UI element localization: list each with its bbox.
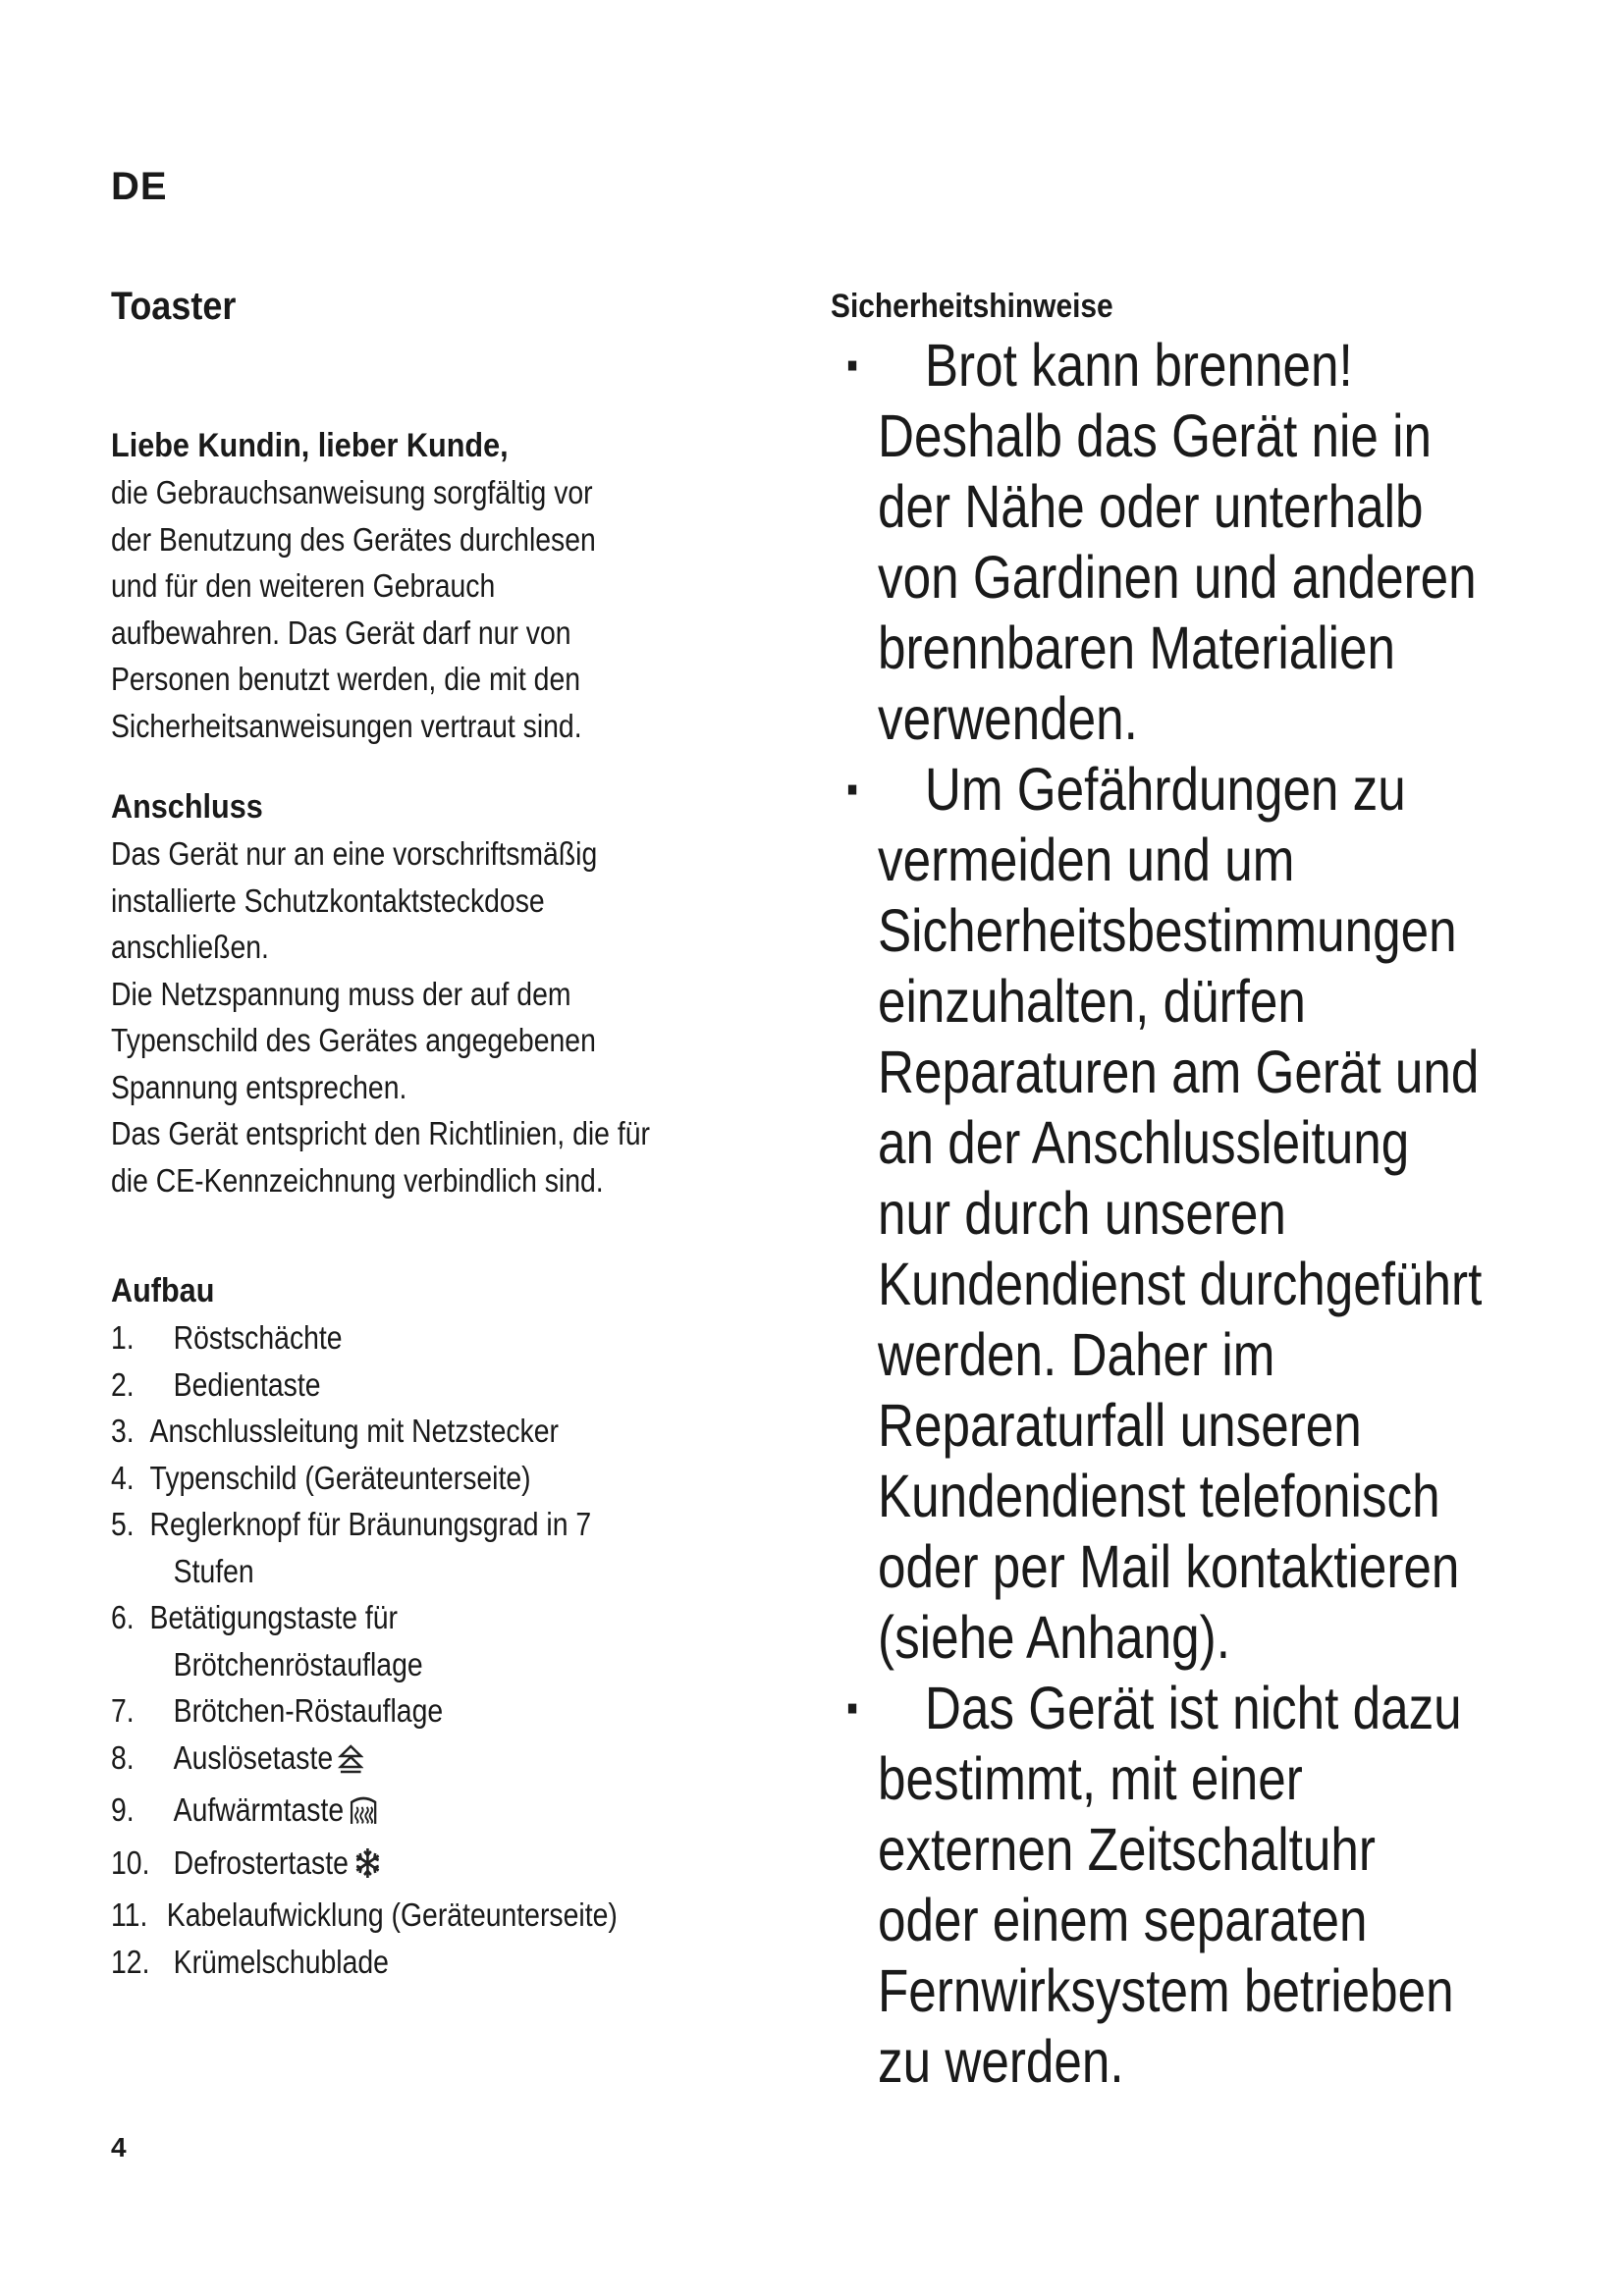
page-number: 4: [111, 2132, 127, 2163]
safety-line: Reparaturfall unseren: [878, 1392, 1362, 1459]
list-item: [111, 1939, 786, 1986]
item-number: 10.: [111, 1843, 150, 1881]
item-text: Anschlussleitung mit Netzstecker: [149, 1413, 559, 1449]
language-code: DE: [111, 165, 168, 208]
safety-heading: Sicherheitshinweise: [831, 288, 1113, 325]
safety-line-text: Das Gerät ist nicht dazu: [924, 1675, 1462, 1741]
safety-line: Fernwirksystem betrieben: [878, 1957, 1454, 2024]
safety-first-line: [846, 1673, 1620, 1743]
anschluss-line: die CE-Kennzeichnung verbindlich sind.: [111, 1161, 604, 1199]
safety-line: vermeiden und um: [878, 827, 1295, 893]
safety-line: werden. Daher im: [878, 1321, 1275, 1388]
safety-line: bestimmt, mit einer: [878, 1745, 1303, 1812]
safety-line: Sicherheitsbestimmungen: [878, 897, 1457, 964]
safety-line: Deshalb das Gerät nie in: [878, 402, 1432, 469]
item-number: 3.: [111, 1413, 135, 1449]
item-text-continued: Brötchenröstauflage: [173, 1645, 423, 1682]
bullet-marker: ▪: [846, 1686, 858, 1730]
anschluss-line: installierte Schutzkontaktsteckdose: [111, 881, 545, 919]
safety-line: Kundendienst telefonisch: [878, 1463, 1440, 1529]
safety-line: zu werden.: [878, 2028, 1124, 2095]
intro-line: der Benutzung des Gerätes durchlesen: [111, 520, 596, 558]
anschluss-line: anschließen.: [111, 929, 269, 965]
aufbau-heading: Aufbau: [111, 1272, 215, 1309]
safety-line-text: Brot kann brennen!: [924, 332, 1353, 399]
item-number: 5.: [111, 1506, 135, 1542]
list-item: [111, 1735, 786, 1788]
item-number: 9.: [111, 1791, 135, 1828]
list-item: [111, 1455, 786, 1502]
anschluss-section: [111, 783, 818, 1203]
item-number: 12.: [111, 1943, 150, 1980]
safety-line: brennbaren Materialien: [878, 614, 1395, 681]
safety-line: an der Anschlussleitung: [878, 1109, 1410, 1176]
list-item: [111, 1362, 786, 1409]
warm-icon: [349, 1792, 377, 1840]
list-item: [111, 1594, 786, 1687]
safety-line: der Nähe oder unterhalb: [878, 473, 1424, 540]
bullet-marker: ▪: [846, 344, 858, 387]
item-number: 2.: [111, 1365, 135, 1403]
safety-line: externen Zeitschaltuhr: [878, 1816, 1376, 1883]
item-text: Röstschächte: [173, 1319, 343, 1356]
anschluss-line: Typenschild des Gerätes angegebenen: [111, 1022, 596, 1058]
safety-line: Kundendienst durchgeführt: [878, 1251, 1483, 1317]
list-item: [111, 1840, 786, 1893]
item-text: Bedientaste: [173, 1365, 321, 1403]
list-item: [111, 1408, 786, 1455]
safety-line: verwenden.: [878, 685, 1138, 752]
safety-line: einzuhalten, dürfen: [878, 968, 1306, 1035]
item-text: Kabelaufwicklung (Geräteunterseite): [166, 1896, 618, 1933]
list-item: [111, 1501, 786, 1594]
intro-heading: Liebe Kundin, lieber Kunde,: [111, 427, 509, 464]
anschluss-line: Spannung entsprechen.: [111, 1068, 407, 1105]
aufbau-section: [111, 1267, 818, 1985]
intro-line: Personen benutzt werden, die mit den: [111, 661, 581, 697]
list-item: [111, 1892, 786, 1939]
safety-line: von Gardinen und anderen: [878, 544, 1477, 611]
item-number: 6.: [111, 1599, 135, 1635]
bullet-marker: ▪: [846, 768, 858, 811]
safety-paragraph: [846, 330, 1620, 754]
eject-icon: [338, 1740, 363, 1788]
list-item: [111, 1314, 786, 1362]
item-text: Auslösetaste: [173, 1738, 334, 1776]
safety-paragraph: [846, 754, 1620, 1673]
document-title: Toaster: [111, 285, 237, 328]
parts-list: [111, 1314, 786, 1985]
intro-line: und für den weiteren Gebrauch: [111, 567, 496, 604]
anschluss-heading: Anschluss: [111, 788, 263, 826]
snowflake-icon: [353, 1845, 382, 1893]
item-text: Brötchen-Röstauflage: [173, 1692, 444, 1729]
safety-first-line: [846, 330, 1620, 400]
item-text: Betätigungstaste für: [149, 1599, 398, 1635]
item-number: 7.: [111, 1692, 135, 1729]
item-number: 4.: [111, 1459, 135, 1496]
right-column: [831, 283, 1538, 2095]
item-text-continued: Stufen: [173, 1552, 254, 1589]
safety-line: Reparaturen am Gerät und: [878, 1039, 1480, 1105]
anschluss-line: Das Gerät entspricht den Richtlinien, die für: [111, 1115, 650, 1151]
safety-paragraph: [846, 1673, 1620, 2097]
safety-notes: [846, 330, 1620, 2097]
item-number: 8.: [111, 1738, 135, 1776]
intro-line: aufbewahren. Das Gerät darf nur von: [111, 614, 571, 651]
intro-section: [111, 422, 818, 749]
anschluss-text: [111, 830, 786, 1203]
item-text: Reglerknopf für Bräunungsgrad in 7: [149, 1506, 592, 1542]
item-text: Krümelschublade: [173, 1943, 389, 1980]
intro-line: die Gebrauchsanweisung sorgfältig vor: [111, 474, 593, 510]
item-number: 1.: [111, 1319, 135, 1356]
anschluss-line: Das Gerät nur an eine vorschriftsmäßig: [111, 835, 598, 872]
item-text: Typenschild (Geräteunterseite): [149, 1459, 531, 1496]
left-column: [111, 283, 798, 1980]
item-number: 11.: [111, 1896, 148, 1933]
list-item: [111, 1787, 786, 1840]
safety-line: oder per Mail kontaktieren: [878, 1533, 1460, 1600]
safety-line-text: Um Gefährdungen zu: [924, 756, 1406, 823]
intro-text: [111, 469, 786, 749]
safety-line: nur durch unseren: [878, 1180, 1286, 1247]
safety-line: oder einem separaten: [878, 1887, 1368, 1953]
anschluss-line: Die Netzspannung muss der auf dem: [111, 975, 571, 1012]
list-item: [111, 1687, 786, 1735]
item-text: Aufwärmtaste: [173, 1791, 345, 1828]
safety-first-line: [846, 754, 1620, 825]
safety-line: (siehe Anhang).: [878, 1604, 1230, 1671]
intro-line: Sicherheitsanweisungen vertraut sind.: [111, 707, 582, 744]
item-text: Defrostertaste: [173, 1843, 349, 1881]
